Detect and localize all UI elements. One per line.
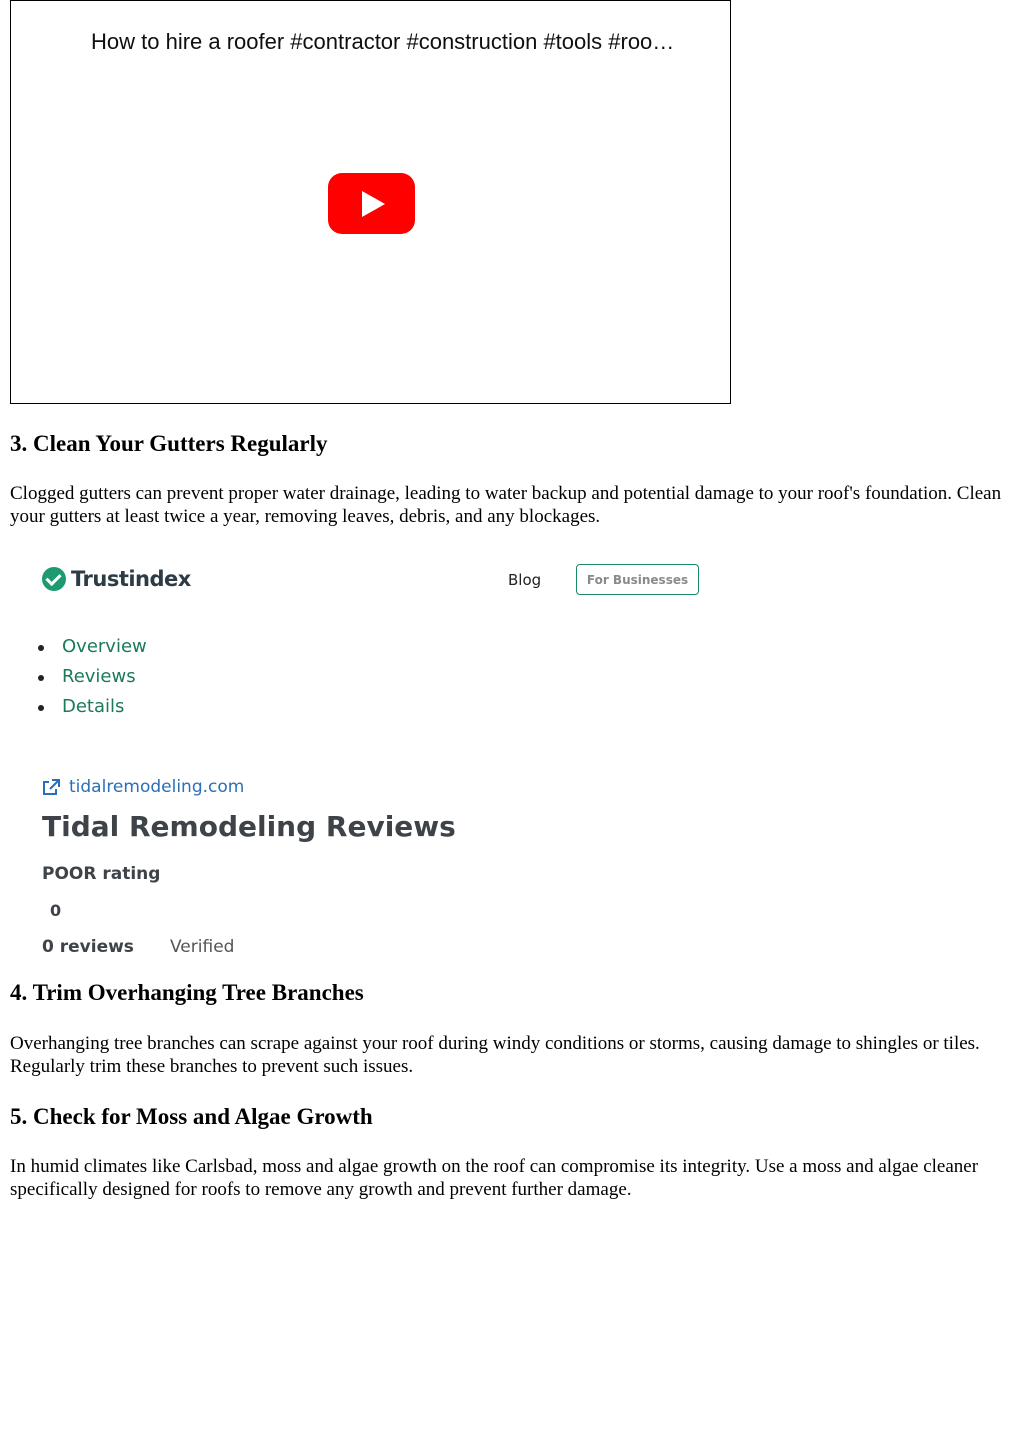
youtube-play-icon[interactable] — [328, 173, 415, 234]
section-heading-gutters: 3. Clean Your Gutters Regularly — [10, 431, 328, 456]
website-link-text: tidalremodeling.com — [69, 777, 245, 797]
external-link-icon — [42, 779, 61, 796]
check-circle-icon — [42, 567, 66, 591]
play-triangle-icon — [362, 191, 385, 217]
rating-score: 0 — [50, 901, 62, 920]
for-businesses-button[interactable]: For Businesses — [576, 564, 699, 595]
rating-label: POOR rating — [42, 864, 161, 884]
website-link[interactable] — [42, 777, 244, 797]
section-heading-moss: 5. Check for Moss and Algae Growth — [10, 1104, 373, 1129]
company-title: Tidal Remodeling Reviews — [42, 810, 456, 843]
nav-item-reviews[interactable]: Reviews — [0, 662, 147, 692]
video-title[interactable]: How to hire a roofer #contractor #construction #tools #roo… — [91, 29, 675, 54]
video-embed[interactable] — [10, 0, 731, 404]
review-count: 0 reviews — [42, 937, 134, 957]
trustindex-brand: Trustindex — [71, 567, 191, 591]
trustindex-nav — [0, 632, 147, 722]
nav-item-overview[interactable]: Overview — [0, 632, 147, 662]
blog-link[interactable]: Blog — [508, 571, 542, 589]
section-body-gutters: Clogged gutters can prevent proper water drainage, leading to water backup and potential damage to your roof's foundation. Clean your gutters at least twice a year, removing leaves, debris, and any blockages. — [10, 483, 1002, 527]
section-body-branches: Overhanging tree branches can scrape against your roof during windy conditions or storms, causing damage to shingles or tiles. Regularly trim these branches to prevent such issues. — [10, 1033, 980, 1077]
trustindex-logo[interactable] — [42, 567, 191, 591]
section-heading-branches: 4. Trim Overhanging Tree Branches — [10, 980, 364, 1005]
section-body-moss: In humid climates like Carlsbad, moss and algae growth on the roof can compromise its integrity. Use a moss and algae cleaner specifically designed for roofs to remove any growth and prevent further damage. — [10, 1156, 979, 1200]
verified-label: Verified — [170, 937, 235, 957]
nav-item-details[interactable]: Details — [0, 692, 147, 722]
